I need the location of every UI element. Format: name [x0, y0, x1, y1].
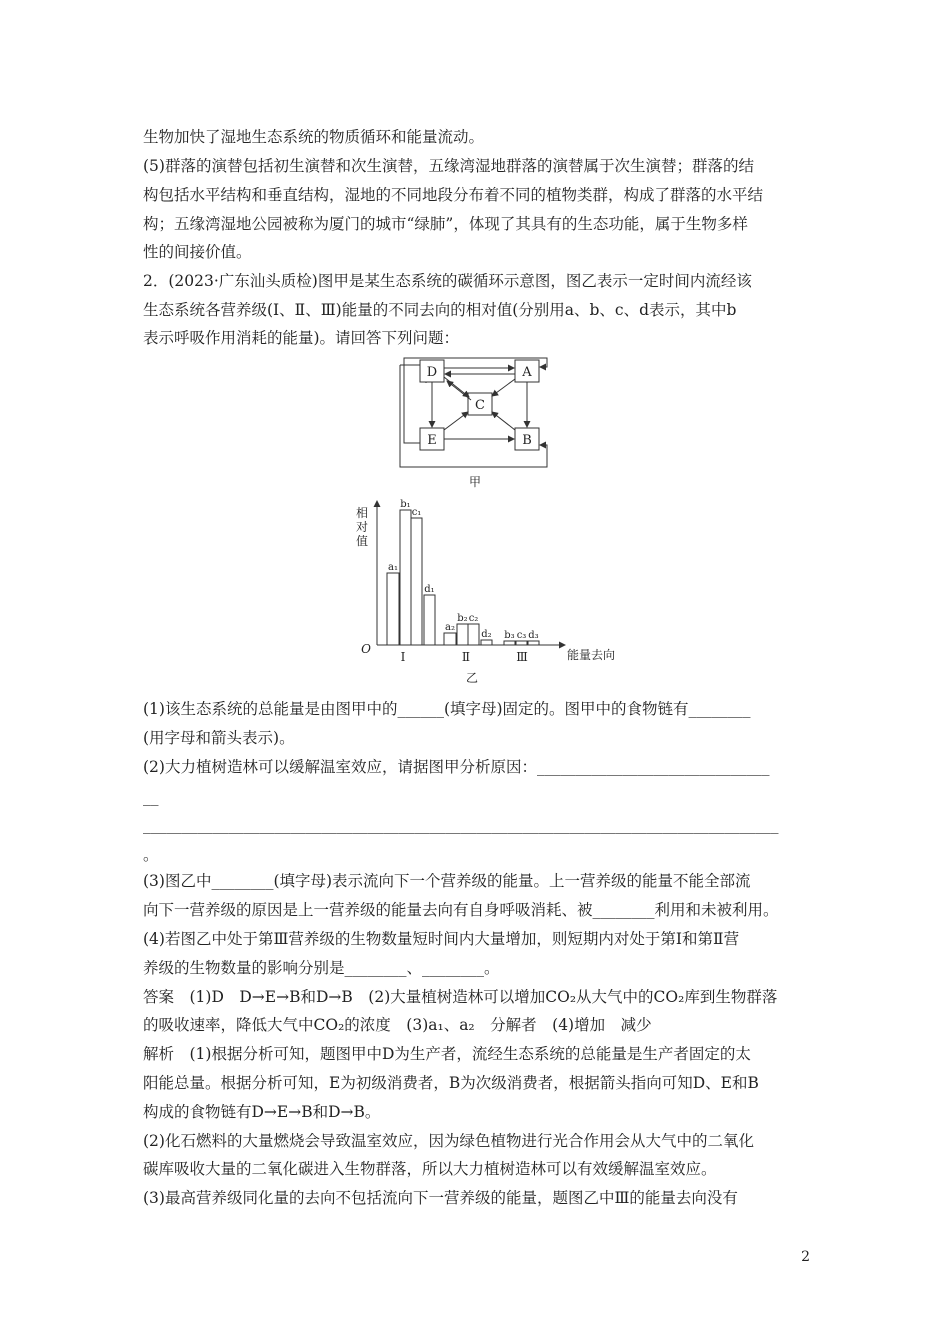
bar-d₂ [481, 640, 492, 645]
analysis-line: 阳能总量。根据分析可知，E为初级消费者，B为次级消费者，根据箭头指向可知D、E和B [143, 1074, 759, 1092]
analysis-line: (3)最高营养级同化量的去向不包括流向下一营养级的能量，题图乙中Ⅲ的能量去向没有 [143, 1189, 738, 1207]
bar-b₃ [504, 641, 515, 645]
text-line: 向下一营养级的原因是上一营养级的能量去向有自身呼吸消耗、被________利用和未被利用。 [143, 901, 779, 919]
node-label-C: C [475, 398, 485, 413]
bar-label-b₂: b₂ [457, 613, 468, 624]
analysis-line: (2)化石燃料的大量燃烧会导致温室效应，因为绿色植物进行光合作用会从大气中的二氧化 [143, 1132, 754, 1150]
bar-label-c₃: c₃ [516, 630, 527, 641]
bar-label-d₃: d₃ [528, 630, 539, 641]
x-axis-label: 能量去向 [567, 648, 616, 662]
node-label-D: D [426, 365, 438, 380]
bar-d₃ [528, 641, 539, 645]
text-line: 生物加快了湿地生态系统的物质循环和能量流动。 [143, 128, 485, 146]
chart-caption: 乙 [465, 671, 479, 685]
question-3: (3)图乙中________(填字母)表示流向下一个营养级的能量。上一营养级的能量不能全部流 [143, 872, 751, 890]
text-line: 性的间接价值。 [143, 243, 252, 261]
text-line: 养级的生物数量的影响分别是________、________。 [143, 959, 500, 977]
question-2: (2)大力植树造林可以缓解温室效应，请据图甲分析原因：______________________________ [143, 758, 770, 776]
bar-a₁ [387, 573, 399, 645]
node-label-A: A [522, 365, 532, 380]
bar-c₂ [468, 624, 479, 645]
bar-label-a₁: a₁ [388, 562, 398, 573]
text-line: 构包括水平结构和垂直结构，湿地的不同地段分布着不同的植物类群，构成了群落的水平结 [143, 186, 764, 204]
answer-line: 答案 (1)D D→E→B和D→B (2)大量植树造林可以增加CO₂从大气中的CO₂库到生物群落 [143, 988, 778, 1006]
question-heading: 2．(2023·广东汕头质检)图甲是某生态系统的碳循环示意图，图乙表示一定时间内流经该 [143, 272, 752, 290]
text-line: (5)群落的演替包括初生演替和次生演替，五缘湾湿地群落的演替属于次生演替；群落的结 [143, 157, 754, 175]
answer-line: 的吸收速率，降低大气中CO₂的浓度 (3)a₁、a₂ 分解者 (4)增加 减少 [143, 1016, 652, 1034]
analysis-line: 构成的食物链有D→E→B和D→B。 [143, 1103, 381, 1121]
bar-d₁ [424, 595, 435, 645]
node-label-E: E [427, 433, 437, 448]
analysis-line: 解析 (1)根据分析可知，题图甲中D为生产者，流经生态系统的总能量是生产者固定的太 [143, 1045, 751, 1063]
bar-c₃ [516, 641, 527, 645]
origin-label: O [361, 642, 371, 656]
page-number: 2 [801, 1249, 810, 1265]
group-label-II: Ⅱ [461, 650, 471, 664]
text-line: 生态系统各营养级(Ⅰ、Ⅱ、Ⅲ)能量的不同去向的相对值(分别用a、b、c、d表示，其中b [143, 301, 737, 319]
answer-blank: __ [143, 788, 159, 806]
bar-label-c₂: c₂ [468, 613, 479, 624]
bar-b₁ [400, 510, 411, 645]
bar-label-b₃: b₃ [504, 630, 515, 641]
y-axis-label [356, 505, 368, 548]
bar-label-c₁: c₁ [411, 507, 422, 518]
bar-label-b₁: b₁ [400, 499, 411, 510]
bar-label-d₂: d₂ [481, 629, 492, 640]
svg-text:相对值: 相对值 [355, 506, 369, 548]
figure-caption: 甲 [468, 475, 482, 489]
bar-label-d₁: d₁ [424, 584, 435, 595]
bar-b₂ [457, 624, 468, 645]
carbon-cycle-diagram [395, 355, 555, 490]
text-line: 构；五缘湾湿地公园被称为厦门的城市“绿肺”，体现了其具有的生态功能，属于生物多样 [143, 215, 748, 233]
text-line: 。 [143, 846, 159, 864]
bar-c₁ [411, 518, 422, 645]
analysis-line: 碳库吸收大量的二氧化碳进入生物群落，所以大力植树造林可以有效缓解温室效应。 [143, 1160, 717, 1178]
question-4: (4)若图乙中处于第Ⅲ营养级的生物数量短时间内大量增加，则短期内对处于第Ⅰ和第Ⅱ营 [143, 930, 740, 948]
question-1: (1)该生态系统的总能量是由图甲中的______(填字母)固定的。图甲中的食物链有________ [143, 700, 751, 718]
text-line: (用字母和箭头表示)。 [143, 729, 295, 747]
answer-blank: __________________________________________________________________________________ [143, 816, 779, 834]
group-label-I: Ⅰ [400, 650, 406, 664]
energy-bar-chart [355, 497, 616, 687]
text-line: 表示呼吸作用消耗的能量)。请回答下列问题： [143, 329, 460, 347]
bar-label-a₂: a₂ [445, 622, 455, 633]
group-label-III: Ⅲ [516, 650, 528, 664]
bar-a₂ [444, 633, 456, 645]
node-label-B: B [522, 433, 532, 448]
